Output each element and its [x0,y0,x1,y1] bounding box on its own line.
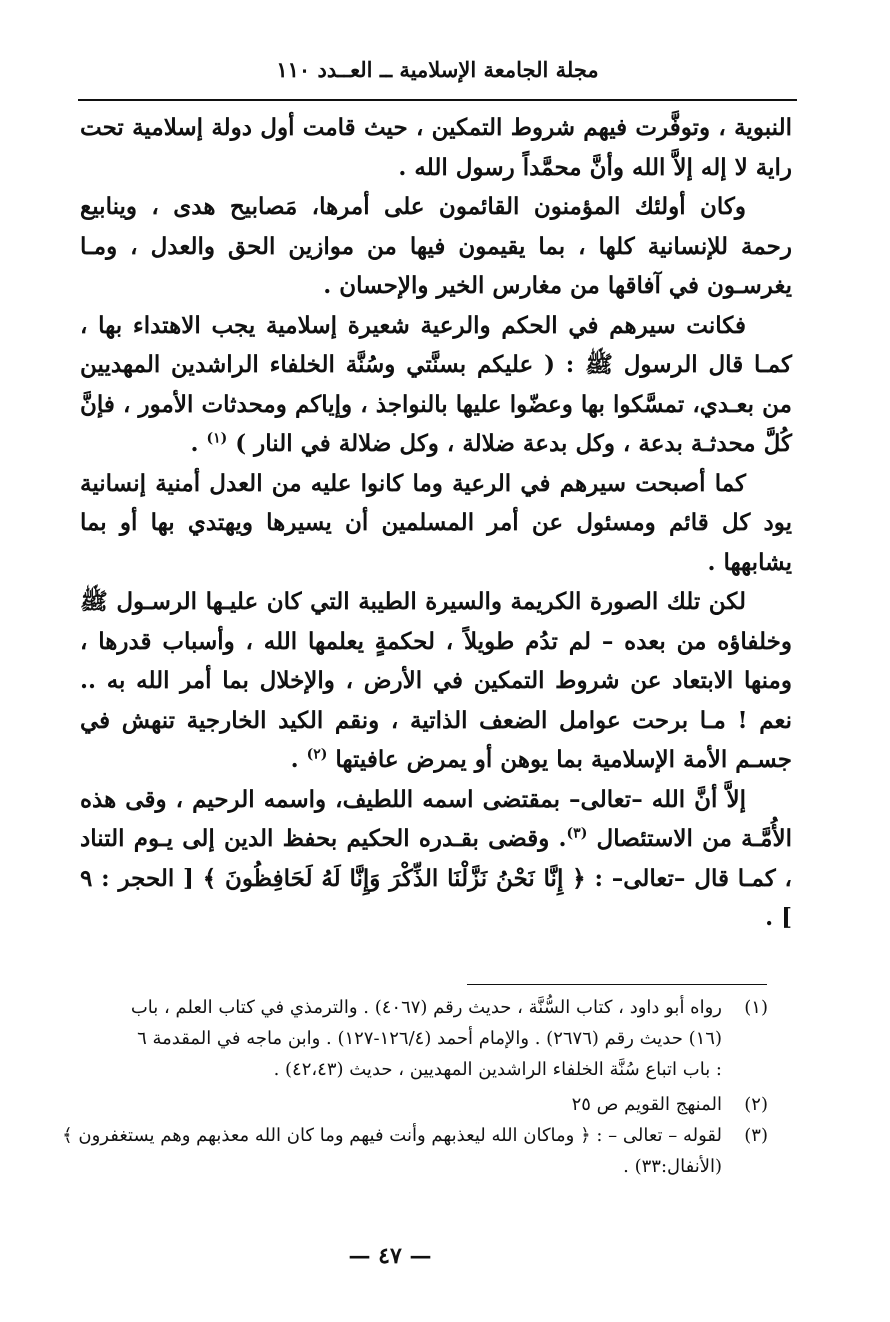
paragraph-2: وكان أولئك المؤمنون القائمون على أمرها، مَصابيح هدى ، وينابيع رحمة للإنسانية كلها ، بما يقيمون فيها من موازين الحق والعدل ، ومـا يغرسـون في آفاقها من مغارس الخير والإحسان . [80,193,792,299]
quran-verse: ﴿ إِنَّا نَحْنُ نَزَّلْنَا الذِّكْرَ وَإِنَّا لَهُ لَحَافِظُونَ ﴾ [202,864,586,892]
body-text [80,108,792,938]
page-number: — ٤٧ — [348,1243,432,1269]
paragraph-6: إلاَّ أنَّ الله –تعالى– بمقتضى اسمه اللطيف، واسمه الرحيم ، وقى هذه الأُمَّـة من الاستئصال $^{(٣)}$. وقضى بقـدره الحكيم بحفظ الدين إلى يـوم التناد ، كمـا قال –تعالى– : ﴿ إِنَّا نَحْنُ نَزَّلْنَا الذِّكْرَ وَإِنَّا لَهُ لَحَافِظُونَ ﴾ [ الحجر : ٩ ] . [80,785,793,931]
footnote-1-cont [62,1023,768,1054]
header-rule [78,99,797,101]
paragraph-6-text: إلاَّ أنَّ الله –تعالى– بمقتضى اسمه اللطيف، واسمه الرحيم ، وقى هذه الأُمَّـة من الاستئصال [80,785,793,852]
footnote-line: رواه أبو داود ، كتاب السُّنَّة ، حديث رقم (٤٠٦٧) . والترمذي في كتاب العلم ، باب [130,997,722,1018]
footnote-1 [62,992,768,1023]
paragraph-5-text: لكن تلك الصورة الكريمة والسيرة الطيبة التي كان عليـها الرسـول ﷺ وخلفاؤه من بعده – لم تدُم طويلاً ، لحكمةٍ يعلمها الله ، وأسباب قدرها ، ومنها الابتعاد عن شروط التمكين في الأرض ، والإخلال بما أمر الله به .. نعم ! مـا برحت عوامل الضعف الذاتية ، ونقم الكيد الخارجية تنهش في جسـم الأمة الإسلامية بما يوهن أو يمرض عافيتها [80,588,792,773]
footnote-ref-3: (٣) [566,825,588,842]
footnote-number: (١) [744,997,768,1018]
footnote-number: (٢) [744,1094,768,1115]
running-header: مجلة الجامعة الإسلامية ــ العــدد ١١٠ [276,57,599,82]
footnote-ref-1: (١) [206,430,228,447]
paragraph-6-continuation: وقضى بقـدره الحكيم بحفظ الدين إلى يـوم التناد ، كمـا قال –تعالى– : [80,825,792,892]
footnote-line: (الأنفال:٣٣) . [623,1156,722,1177]
footnotes [62,992,768,1182]
paragraph-3: فكانت سيرهم في الحكم والرعية شعيرة إسلامية يجب الاهتداء بها ، كمـا قال الرسول ﷺ : ( عليكم بسنَّتي وسُنَّة الخلفاء الراشدين المهديين من بعـدي، تمسَّكوا بها وعضّوا عليها بالنواجذ ، وإياكم ومحدثات الأمور ، فإنَّ كُلَّ محدثـة بدعة ، وكل بدعة ضلالة ، وكل ضلالة في النار ) $^{(١)}$ . [80,311,792,457]
footnote-separator [467,984,767,985]
verse-citation: [ الحجر : ٩ ] . [80,864,792,931]
footnote-ref-2: (٢) [306,746,328,763]
footnote-3 [62,1120,768,1151]
footnote-line: لقوله – تعالى – : ﴿ وماكان الله ليعذبهم وأنت فيهم وما كان الله معذبهم وهم يستغفرون ﴾ [62,1125,722,1146]
paragraph-5: لكن تلك الصورة الكريمة والسيرة الطيبة التي كان عليـها الرسـول ﷺ وخلفاؤه من بعده – لم تدُم طويلاً ، لحكمةٍ يعلمها الله ، وأسباب قدرها ، ومنها الابتعاد عن شروط التمكين في الأرض ، والإخلال بما أمر الله به .. نعم ! مـا برحت عوامل الضعف الذاتية ، ونقم الكيد الخارجية تنهش في جسـم الأمة الإسلامية بما يوهن أو يمرض عافيتها $^{(٢)}$ . [80,588,792,773]
footnote-3-cont [62,1151,768,1182]
footnote-number: (٣) [744,1125,768,1146]
paragraph-4: كما أصبحت سيرهم في الرعية وما كانوا عليه من العدل أمنية إنسانية يود كل قائم ومسئول عن أمر المسلمين أن يسيرها ويهتدي بها أو بما يشابهها . [80,469,792,576]
footnote-line: المنهج القويم ص ٢٥ [571,1094,722,1115]
footnote-2 [62,1089,768,1120]
footnote-line: : باب اتباع سُنَّة الخلفاء الراشدين المهديين ، حديث (٤٢،٤٣) . [273,1059,722,1080]
footnote-line: (١٦) حديث رقم (٢٦٧٦) . والإمام أحمد (١٢٦/٤-١٢٧) . وابن ماجه في المقدمة ٦ [137,1028,722,1049]
paragraph-1: النبوية ، وتوفَّرت فيهم شروط التمكين ، حيث قامت أول دولة إسلامية تحت راية لا إله إلاَّ الله وأنَّ محمَّداً رسول الله . [80,114,792,181]
footnote-1-cont2 [62,1054,768,1085]
paragraph-3-text: فكانت سيرهم في الحكم والرعية شعيرة إسلامية يجب الاهتداء بها ، كمـا قال الرسول ﷺ : ( عليكم بسنَّتي وسُنَّة الخلفاء الراشدين المهديين من بعـدي، تمسَّكوا بها وعضّوا عليها بالنواجذ ، وإياكم ومحدثات الأمور ، فإنَّ كُلَّ محدثـة بدعة ، وكل بدعة ضلالة ، وكل ضلالة في النار ) [80,311,792,457]
